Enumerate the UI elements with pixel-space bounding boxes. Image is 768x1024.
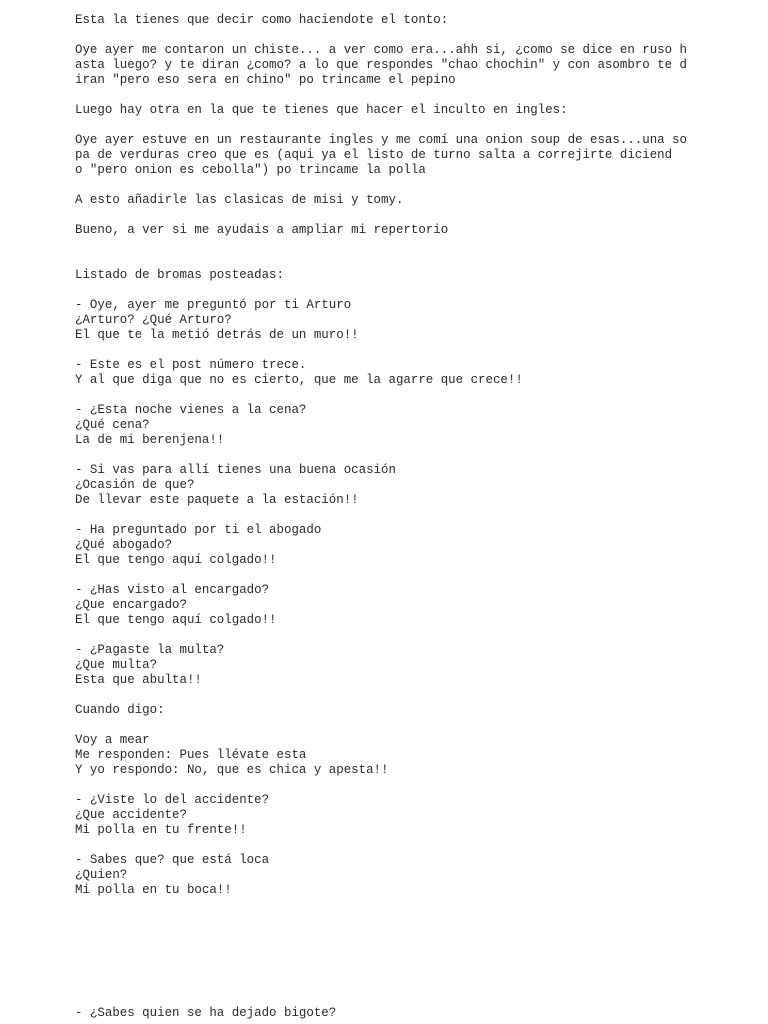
text-line — [75, 568, 695, 583]
document-body — [75, 13, 695, 898]
text-line — [75, 283, 695, 298]
text-line — [75, 838, 695, 853]
text-line: El que tengo aquí colgado!! — [75, 553, 277, 567]
text-line: ¿Que accidente? — [75, 808, 187, 822]
text-line: Mi polla en tu frente!! — [75, 823, 247, 837]
text-line: Y al que diga que no es cierto, que me la agarre que crece!! — [75, 373, 523, 387]
text-line: Luego hay otra en la que te tienes que hacer el inculto en ingles: — [75, 103, 568, 117]
text-line: Y yo respondo: No, que es chica y apesta!! — [75, 763, 389, 777]
text-line: - Sabes que? que está loca — [75, 853, 270, 867]
text-line: ¿Que multa? — [75, 658, 158, 672]
text-line — [75, 778, 695, 793]
text-line: pa de verduras creo que es (aqui ya el listo de turno salta a correjirte diciend — [75, 148, 673, 162]
text-line: A esto añadirle las clasicas de misi y tomy. — [75, 193, 404, 207]
text-line: Esta la tienes que decir como haciendote el tonto: — [75, 13, 449, 27]
text-line: Esta que abulta!! — [75, 673, 202, 687]
text-line: Oye ayer me contaron un chiste... a ver como era...ahh si, ¿como se dice en ruso h — [75, 43, 688, 57]
text-line — [75, 253, 695, 268]
text-line: ¿Ocasión de que? — [75, 478, 195, 492]
text-line: - Ha preguntado por ti el abogado — [75, 523, 322, 537]
text-line — [75, 88, 695, 103]
text-line — [75, 118, 695, 133]
text-line: - Si vas para allí tienes una buena ocasión — [75, 463, 396, 477]
text-line: iran "pero eso sera en chino" po trincame el pepino — [75, 73, 456, 87]
text-line — [75, 178, 695, 193]
text-line: Bueno, a ver si me ayudais a ampliar mi repertorio — [75, 223, 449, 237]
text-line — [75, 238, 695, 253]
text-line: De llevar este paquete a la estación!! — [75, 493, 359, 507]
text-line: ¿Quien? — [75, 868, 128, 882]
text-line: Voy a mear — [75, 733, 150, 747]
text-line: El que tengo aquí colgado!! — [75, 613, 277, 627]
text-line: ¿Qué abogado? — [75, 538, 173, 552]
text-line: asta luego? y te diran ¿como? a lo que respondes "chao chochin" y con asombro te d — [75, 58, 688, 72]
text-line — [75, 208, 695, 223]
text-line: El que te la metió detrás de un muro!! — [75, 328, 359, 342]
text-line — [75, 508, 695, 523]
section-heading: Listado de bromas posteadas: — [75, 268, 284, 282]
text-line: Me responden: Pues llévate esta — [75, 748, 307, 762]
text-line: ¿Que encargado? — [75, 598, 187, 612]
text-line — [75, 718, 695, 733]
text-line: - ¿Pagaste la multa? — [75, 643, 225, 657]
text-line: - ¿Esta noche vienes a la cena? — [75, 403, 307, 417]
text-line — [75, 28, 695, 43]
text-line: Oye ayer estuve en un restaurante ingles y me comí una onion soup de esas...una so — [75, 133, 688, 147]
text-line: ¿Qué cena? — [75, 418, 150, 432]
text-line — [75, 688, 695, 703]
text-line: La de mi berenjena!! — [75, 433, 225, 447]
text-line: o "pero onion es cebolla") po trincame la polla — [75, 163, 426, 177]
text-line: - ¿Has visto al encargado? — [75, 583, 270, 597]
text-line: - Oye, ayer me preguntó por ti Arturo — [75, 298, 352, 312]
bottom-text-line: - ¿Sabes quien se ha dejado bigote? — [75, 1006, 337, 1020]
text-line: ¿Arturo? ¿Qué Arturo? — [75, 313, 232, 327]
text-line: Cuando digo: — [75, 703, 165, 717]
text-line — [75, 343, 695, 358]
text-line — [75, 388, 695, 403]
text-line: - ¿Viste lo del accidente? — [75, 793, 270, 807]
text-line: Mi polla en tu boca!! — [75, 883, 232, 897]
text-line — [75, 448, 695, 463]
text-line: - Este es el post número trece. — [75, 358, 307, 372]
text-line — [75, 628, 695, 643]
